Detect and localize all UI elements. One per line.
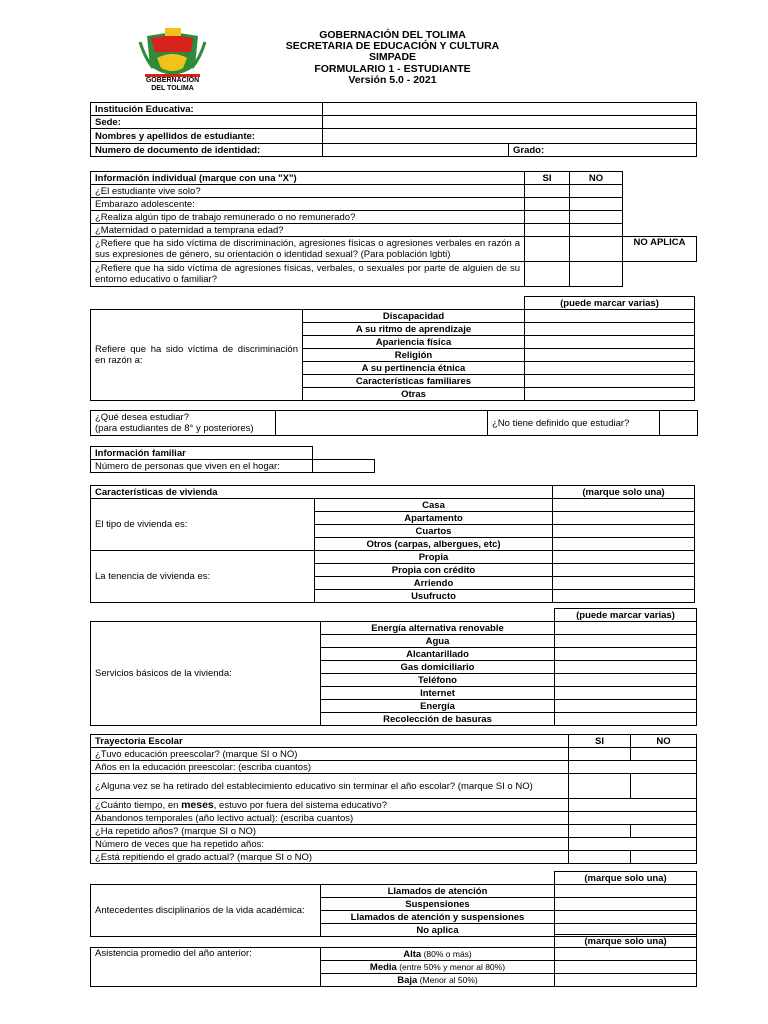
discrim-hint: (puede marcar varias) (525, 297, 695, 310)
opt-agua: Agua (321, 635, 555, 648)
opt-media-box[interactable] (555, 961, 697, 974)
form-header (250, 30, 535, 86)
documento-field[interactable] (323, 144, 509, 157)
documento-label: Numero de documento de identidad: (91, 144, 323, 157)
opt-otras: Otras (303, 388, 525, 401)
header-line-5: Versión 5.0 - 2021 (348, 73, 437, 86)
opt-usufructo-box[interactable] (553, 590, 695, 603)
q-personas-hogar: Número de personas que viven en el hogar: (91, 460, 313, 473)
q5-no-box[interactable] (570, 237, 623, 262)
opt-arriendo-box[interactable] (553, 577, 695, 590)
opt-propia: Propia (315, 551, 553, 564)
q-no-definido: ¿No tiene definido que estudiar? (488, 411, 660, 436)
opt-alta-box[interactable] (555, 948, 697, 961)
opt-cuartos-box[interactable] (553, 525, 695, 538)
no-aplica-box[interactable]: NO APLICA (623, 237, 697, 262)
opt-energia-alternativa: Energía alternativa renovable (321, 622, 555, 635)
q-abandonos: Abandonos temporales (año lectivo actual): (escriba cuantos) (91, 812, 569, 825)
opt-basuras-box[interactable] (555, 713, 697, 726)
opt-internet-box[interactable] (555, 687, 697, 700)
header-line-3: SIMPADE (368, 51, 417, 64)
sede-field[interactable] (323, 116, 697, 129)
disciplina-table (90, 871, 697, 937)
opt-ritmo-box[interactable] (525, 323, 695, 336)
estudiar-table (90, 410, 698, 436)
opt-llamados-box[interactable] (555, 885, 697, 898)
retirado-si-box[interactable] (569, 774, 631, 799)
abandonos-field[interactable] (569, 812, 697, 825)
no-header: NO (570, 172, 623, 185)
institucion-label: Institución Educativa: (91, 103, 323, 116)
opt-baja: Baja (Menor al 50%) (321, 974, 555, 987)
q-veces-repetido: Número de veces que ha repetido años: (91, 838, 569, 851)
opt-religion-box[interactable] (525, 349, 695, 362)
opt-etnica-box[interactable] (525, 362, 695, 375)
familiar-title: Información familiar (91, 447, 313, 460)
opt-basuras: Recolección de basuras (321, 713, 555, 726)
que-estudiar-field[interactable] (276, 411, 488, 436)
opt-no-aplica: No aplica (321, 924, 555, 937)
opt-suspensiones: Suspensiones (321, 898, 555, 911)
opt-alcantarillado: Alcantarillado (321, 648, 555, 661)
q-repitiendo: ¿Está repitiendo el grado actual? (marque SI o NO) (91, 851, 569, 864)
discrim-label: Refiere que ha sido víctima de discriminación en razón a: (91, 310, 303, 401)
opt-suspensiones-box[interactable] (555, 898, 697, 911)
header-line-2: SECRETARIA DE EDUCACIÓN Y CULTURA (285, 40, 500, 53)
q1-no-box[interactable] (570, 185, 623, 198)
nombres-label: Nombres y apellidos de estudiante: (91, 129, 323, 144)
q-retirado: ¿Alguna vez se ha retirado del establecimiento educativo sin terminar el año escolar? (marque SI o NO) (91, 774, 569, 799)
preescolar-no-box[interactable] (631, 748, 697, 761)
asistencia-label: Asistencia promedio del año anterior: (91, 948, 321, 987)
header-line-1: GOBERNACIÓN DEL TOLIMA (319, 29, 466, 41)
gobernacion-logo (135, 28, 210, 98)
q-trabajo: ¿Realiza algún tipo de trabajo remunerado o no remunerado? (91, 211, 525, 224)
ident-table (90, 102, 697, 157)
tray-no-header: NO (631, 735, 697, 748)
opt-apartamento-box[interactable] (553, 512, 695, 525)
servicios-label: Servicios básicos de la vivienda: (91, 622, 321, 726)
q2-si-box[interactable] (525, 198, 570, 211)
opt-usufructo: Usufructo (315, 590, 553, 603)
opt-baja-box[interactable] (555, 974, 697, 987)
no-definido-box[interactable] (660, 411, 698, 436)
opt-familiares-box[interactable] (525, 375, 695, 388)
opt-llamados-suspensiones: Llamados de atención y suspensiones (321, 911, 555, 924)
individual-title: Información individual (marque con una "X") (91, 172, 525, 185)
opt-alcantarillado-box[interactable] (555, 648, 697, 661)
q-repetido: ¿Ha repetido años? (marque SI o NO) (91, 825, 569, 838)
opt-apartamento: Apartamento (315, 512, 553, 525)
sede-label: Sede: (91, 116, 323, 129)
repetido-si-box[interactable] (569, 825, 631, 838)
q4-si-box[interactable] (525, 224, 570, 237)
q6-si-box[interactable] (525, 262, 570, 287)
opt-telefono: Teléfono (321, 674, 555, 687)
personas-hogar-field[interactable] (313, 460, 375, 473)
q-vive-solo: ¿El estudiante vive solo? (91, 185, 525, 198)
q-anos-preescolar: Años en la educación preescolar: (escriba cuantos) (91, 761, 569, 774)
vivienda-table (90, 485, 695, 603)
opt-casa-box[interactable] (553, 499, 695, 512)
q-que-estudiar: ¿Qué desea estudiar? (para estudiantes de 8° y posteriores) (91, 411, 276, 436)
tipo-vivienda-label: El tipo de vivienda es: (91, 499, 315, 551)
retirado-no-box[interactable] (631, 774, 697, 799)
opt-ritmo: A su ritmo de aprendizaje (303, 323, 525, 336)
opt-media: Media (entre 50% y menor al 80%) (321, 961, 555, 974)
nombres-field[interactable] (323, 129, 697, 144)
trayectoria-title: Trayectoria Escolar (91, 735, 569, 748)
opt-telefono-box[interactable] (555, 674, 697, 687)
opt-apariencia: Apariencia física (303, 336, 525, 349)
opt-llamados-suspensiones-box[interactable] (555, 911, 697, 924)
si-header: SI (525, 172, 570, 185)
q-preescolar: ¿Tuvo educación preescolar? (marque SI o NO) (91, 748, 569, 761)
opt-discapacidad: Discapacidad (303, 310, 525, 323)
opt-otros-vivienda-box[interactable] (553, 538, 695, 551)
opt-alta: Alta (80% o más) (321, 948, 555, 961)
q-discriminacion-genero: ¿Refiere que ha sido víctima de discriminación, agresiones físicas o agresiones verbales en razón a sus expresiones de género, su orientación o identidad sexual? (Para población lgbti) (91, 237, 525, 262)
opt-agua-box[interactable] (555, 635, 697, 648)
opt-etnica: A su pertinencia étnica (303, 362, 525, 375)
opt-propia-credito: Propia con crédito (315, 564, 553, 577)
preescolar-si-box[interactable] (569, 748, 631, 761)
header-line-4: FORMULARIO 1 - ESTUDIANTE (314, 62, 471, 75)
opt-apariencia-box[interactable] (525, 336, 695, 349)
opt-energia: Energía (321, 700, 555, 713)
q2-no-box[interactable] (570, 198, 623, 211)
opt-gas: Gas domiciliario (321, 661, 555, 674)
opt-cuartos: Cuartos (315, 525, 553, 538)
opt-familiares: Características familiares (303, 375, 525, 388)
q-meses-fuera: ¿Cuánto tiempo, en meses, estuvo por fuera del sistema educativo? (91, 799, 569, 812)
opt-propia-credito-box[interactable] (553, 564, 695, 577)
asistencia-hint: (marque solo una) (555, 935, 697, 948)
institucion-field[interactable] (323, 103, 697, 116)
opt-discapacidad-box[interactable] (525, 310, 695, 323)
disciplina-hint: (marque solo una) (555, 872, 697, 885)
anos-preescolar-field[interactable] (569, 761, 697, 774)
q-agresiones-entorno: ¿Refiere que ha sido víctima de agresiones físicas, verbales, o sexuales por parte de alguien de su entorno educativo o familiar? (91, 262, 525, 287)
logo-text-2: DEL TOLIMA (151, 84, 194, 92)
opt-arriendo: Arriendo (315, 577, 553, 590)
q5-si-box[interactable] (525, 237, 570, 262)
opt-otros-vivienda: Otros (carpas, albergues, etc) (315, 538, 553, 551)
veces-repetido-field[interactable] (569, 838, 697, 851)
discrimination-table (90, 296, 695, 401)
opt-casa: Casa (315, 499, 553, 512)
opt-llamados: Llamados de atención (321, 885, 555, 898)
meses-fuera-field[interactable] (569, 799, 697, 812)
q1-si-box[interactable] (525, 185, 570, 198)
opt-otras-box[interactable] (525, 388, 695, 401)
repitiendo-no-box[interactable] (631, 851, 697, 864)
opt-gas-box[interactable] (555, 661, 697, 674)
opt-propia-box[interactable] (553, 551, 695, 564)
trayectoria-table (90, 734, 697, 864)
asistencia-table (90, 934, 697, 987)
q-embarazo: Embarazo adolescente: (91, 198, 525, 211)
servicios-hint: (puede marcar varias) (555, 609, 697, 622)
familiar-table (90, 446, 375, 473)
q6-no-box[interactable] (570, 262, 623, 287)
opt-religion: Religión (303, 349, 525, 362)
q-maternidad: ¿Maternidad o paternidad a temprana edad? (91, 224, 525, 237)
tray-si-header: SI (569, 735, 631, 748)
opt-energia-alternativa-box[interactable] (555, 622, 697, 635)
repitiendo-si-box[interactable] (569, 851, 631, 864)
q3-si-box[interactable] (525, 211, 570, 224)
q3-no-box[interactable] (570, 211, 623, 224)
servicios-table (90, 608, 697, 726)
tenencia-label: La tenencia de vivienda es: (91, 551, 315, 603)
q4-no-box[interactable] (570, 224, 623, 237)
repetido-no-box[interactable] (631, 825, 697, 838)
logo-text-1: GOBERNACIÓN (145, 77, 200, 84)
individual-table (90, 171, 697, 287)
vivienda-title: Características de vivienda (91, 486, 553, 499)
disciplina-label: Antecedentes disciplinarios de la vida académica: (91, 885, 321, 937)
grado-label[interactable]: Grado: (509, 144, 697, 157)
vivienda-hint: (marque solo una) (553, 486, 695, 499)
opt-energia-box[interactable] (555, 700, 697, 713)
opt-internet: Internet (321, 687, 555, 700)
